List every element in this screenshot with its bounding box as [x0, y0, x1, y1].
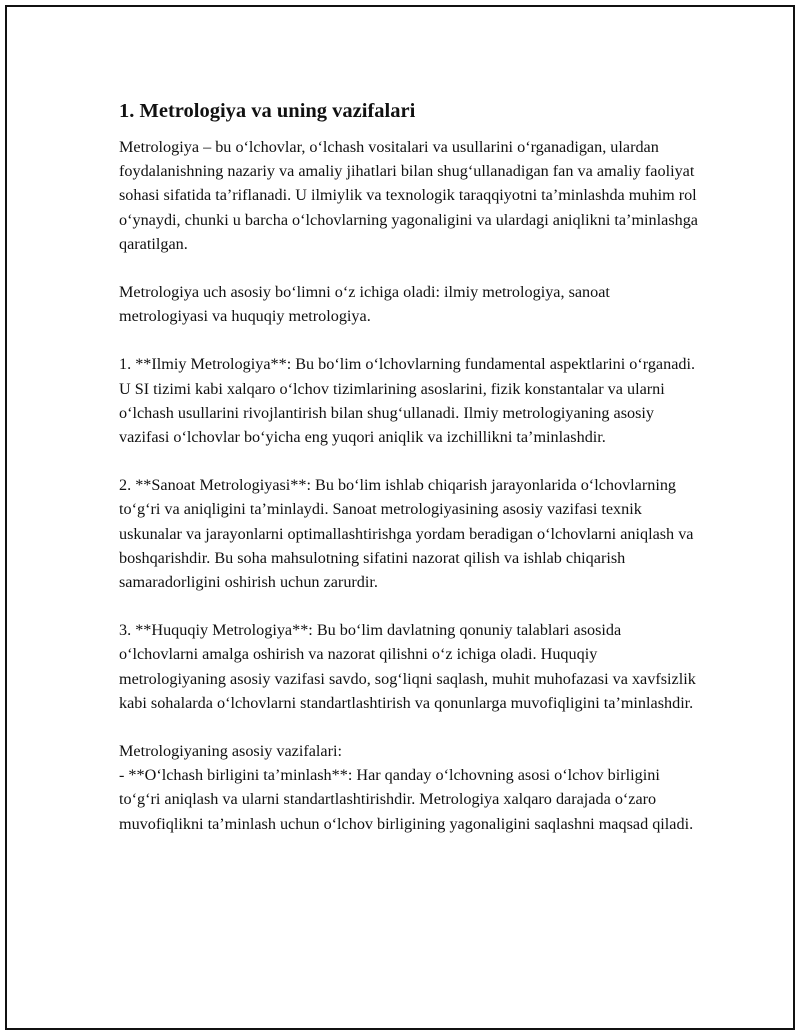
- paragraph-industrial-metrology: 2. **Sanoat Metrologiyasi**: Bu bo‘lim ishlab chiqarish jarayonlarida o‘lchovlarning to‘g‘ri va aniqligini ta’minlaydi. Sanoat metrologiyasining asosiy vazifasi texnik uskunalar va jarayonlarni optimallashtirishga yordam beradigan o‘lchovlarni aniqlash va boshqarishdir. Bu soha mahsulotning sifatini nazorat qilish va ishlab chiqarish samaradorligini oshirish uchun zarurdir.: [119, 476, 694, 592]
- paragraph-intro: Metrologiya – bu o‘lchovlar, o‘lchash vositalari va usullarini o‘rganadigan, ulardan foydalanishning nazariy va amaliy jihatlari bilan shug‘ullanadigan fan va amaliy faoliyat sohasi sifatida ta’riflanadi. U ilmiylik va texnologik taraqqiyotni ta’minlashda muhim rol o‘ynaydi, chunki u barcha o‘lchovlarning yagonaligini va ulardagi aniqlikni ta’minlashga qaratilgan.: [119, 138, 698, 253]
- document-title: 1. Metrologiya va uning vazifalari: [119, 100, 416, 122]
- tasks-heading: Metrologiyaning asosiy vazifalari:: [119, 742, 342, 761]
- tasks-list-item: - **O‘lchash birligini ta’minlash**: Har qanday o‘lchovning asosi o‘lchov birligini to‘g‘ri aniqlash va ularni standartlashtirishdir. Metrologiya xalqaro darajada o‘zaro muvofiqlikni ta’minlash uchun o‘lchov birligining yagonaligini saqlashni maqsad qiladi.: [119, 766, 694, 833]
- paragraph-legal-metrology: 3. **Huquqiy Metrologiya**: Bu bo‘lim davlatning qonuniy talablari asosida o‘lchovlarni amalga oshirish va nazorat qilishni o‘z ichiga oladi. Huquqiy metrologiyaning asosiy vazifasi savdo, sog‘liqni saqlash, muhit muhofazasi va xavfsizlik kabi sohalarda o‘lchovlarni standartlashtirish va qonunlarga muvofiqligini ta’minlashdir.: [119, 621, 696, 712]
- paragraph-sections: Metrologiya uch asosiy bo‘limni o‘z ichiga oladi: ilmiy metrologiya, sanoat metrologiyasi va huquqiy metrologiya.: [119, 283, 610, 326]
- page-frame: [5, 5, 795, 1030]
- paragraph-scientific-metrology: 1. **Ilmiy Metrologiya**: Bu bo‘lim o‘lchovlarning fundamental aspektlarini o‘rganadi. U SI tizimi kabi xalqaro o‘lchov tizimlarining asoslarini, fizik konstantalar va ularni o‘lchash usullarini rivojlantirish bilan shug‘ullanadi. Ilmiy metrologiyaning asosiy vazifasi o‘lchovlar bo‘yicha eng yuqori aniqlik va izchillikni ta’minlashdir.: [119, 355, 696, 447]
- document-body: [119, 97, 699, 836]
